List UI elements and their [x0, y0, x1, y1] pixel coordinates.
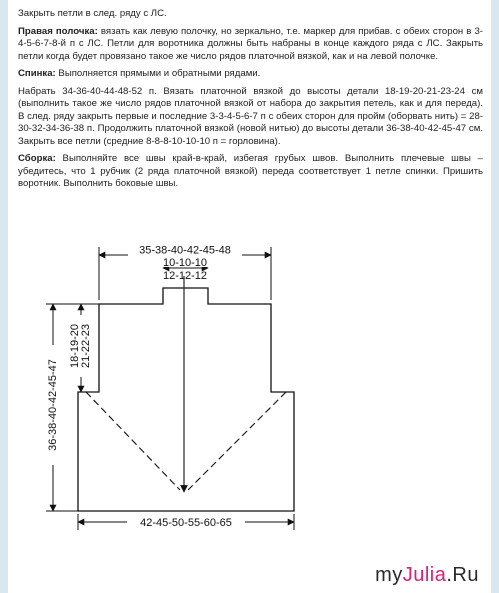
- watermark-suffix: .Ru: [446, 564, 479, 586]
- bottom-width-label: 42-45-50-55-60-65: [140, 517, 232, 529]
- garment-outline: [99, 270, 141, 304]
- right-front-body: вязать как левую полочку, но зеркально, т.е. маркер для прибав. с обеих сторон в 3-4-5-6-7-8-й п с ЛС. Петли для воротника должны быть набраны в конце каждого ряда с ЛС. Закрыть петли когда будет провязано такое же число рядов платочной вязкой, как и на левой полочке.: [18, 25, 483, 62]
- right-diagonal: [188, 392, 286, 490]
- neck-width-label-2: 12-12-12: [162, 270, 208, 282]
- assembly-label: Сборка:: [18, 153, 56, 164]
- assembly-body: Выполняйте все швы край-в-край, избегая грубых швов. Выполнить плечевые швы – убедитесь, что 1 рубчик (2 ряда платочной вязкой) переда соответствует 1 петле спинки. Пришить воротник. Выполнить боковые швы.: [18, 153, 483, 189]
- back-schematic: [8, 0, 491, 593]
- right-front-label: Правая полочка:: [18, 25, 98, 37]
- back-label: Спинка:: [18, 68, 56, 79]
- armhole-height-label-1: 18-19-20: [69, 323, 81, 369]
- back-detail: Набрать 34-36-40-44-48-52 п. Вязать платочной вязкой до высоты детали 18-19-20-21-23-24 см (выполнить такое же число рядов платочной вязкой от набора до закрытия петель, как и для переда). В след. ряду закрыть первые и последние 3-3-4-5-6-7 п с обеих сторон для пройм (оборвать нить) = 28-30-32-34-36-38 п. Продолжить платочной вязкой (новой нитью) до высоты детали 36-38-40-42-45-47 см. Закрыть все петли (средние 8-8-8-10-10-10 п = горловина).: [18, 85, 483, 147]
- watermark-accent: Julia: [402, 564, 447, 586]
- site-watermark: [375, 564, 479, 587]
- top-width-label: 35-38-40-42-45-48: [139, 244, 231, 257]
- total-height-label: 36-38-40-42-45-47: [47, 359, 59, 451]
- back-outline: [78, 288, 294, 511]
- watermark-prefix: my: [375, 564, 403, 586]
- document-page: [8, 0, 491, 593]
- armhole-height-label-2: 21-22-23: [80, 323, 92, 369]
- neck-width-label: 10-10-10: [162, 257, 208, 269]
- intro-text: Закрыть петли в след. ряду с ЛС.: [18, 8, 167, 19]
- back-body: Выполняется прямыми и обратными рядами.: [55, 68, 261, 79]
- left-diagonal: [86, 392, 180, 490]
